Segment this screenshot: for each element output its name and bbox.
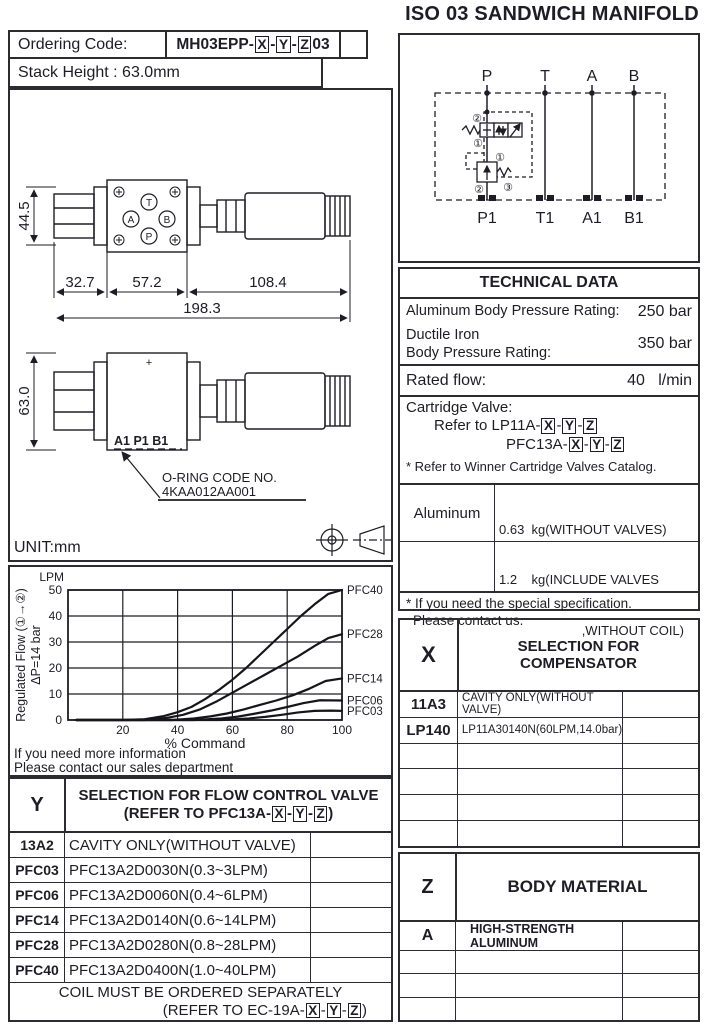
- row-code: [400, 998, 456, 1020]
- aluminum-rating-row: [400, 299, 698, 324]
- aluminum-rating-value: 250 bar: [637, 302, 692, 320]
- oring-note-line2: 4KAA012AA001: [162, 484, 256, 499]
- weight-empty-cell: [495, 542, 698, 591]
- iron-rating-value: 350 bar: [637, 335, 692, 352]
- series-label-PFC40: PFC40: [347, 585, 383, 597]
- table-row: [400, 951, 698, 974]
- table-row: [400, 718, 698, 744]
- x-table-code-header: X: [400, 620, 459, 690]
- dimension-drawing-panel: [8, 88, 393, 562]
- row-description: PFC13A2D0140N(0.6~14LPM): [69, 911, 277, 929]
- page-title: ISO 03 SANDWICH MANIFOLD: [405, 3, 699, 25]
- dim-108-4: 108.4: [249, 274, 287, 291]
- cartridge-valve-section: [400, 397, 698, 485]
- schematic-marker: ③: [503, 182, 513, 194]
- ordering-code-value: MH03EPP- X - Y - Z 03: [167, 32, 341, 57]
- row-code: 13A2: [10, 833, 65, 857]
- row-description: [456, 998, 622, 1020]
- table-row: [10, 833, 391, 858]
- y-table-header: [10, 779, 391, 833]
- iron-rating-label-1: Ductile Iron: [406, 326, 480, 343]
- y-table-title-1: SELECTION FOR FLOW CONTROL VALVE: [78, 787, 379, 804]
- manifold-boundary: [435, 93, 665, 200]
- row-code: A: [400, 922, 456, 950]
- series-PFC28: [76, 634, 342, 720]
- series-PFC14: [76, 678, 342, 720]
- row-description: CAVITY ONLY(WITHOUT VALVE): [462, 692, 594, 717]
- table-row: [10, 858, 391, 883]
- y-table-title-2: (REFER TO PFC13A- X - Y - Z ): [123, 805, 334, 822]
- row-code: LP140: [400, 718, 458, 743]
- table-row: [400, 692, 698, 718]
- unit-label: UNIT:mm: [14, 539, 81, 556]
- row-code: [400, 769, 458, 794]
- chart-y-axis-label: Regulated Flow (①→②) ΔP=14 bar: [14, 588, 43, 722]
- weight-empty-cell: [400, 542, 495, 591]
- rated-flow-row: [400, 366, 698, 397]
- chart-footer-line2: Please contact our sales department: [14, 760, 234, 775]
- row-empty-cell: [622, 744, 698, 769]
- table-row: [400, 922, 698, 951]
- row-empty-cell: [622, 821, 698, 846]
- series-label-PFC03: PFC03: [347, 705, 383, 718]
- row-code: [400, 821, 458, 846]
- row-description: [458, 821, 622, 846]
- table-row: [400, 998, 698, 1020]
- table-row: [10, 933, 391, 958]
- row-description: [458, 769, 622, 794]
- table-row: [400, 974, 698, 997]
- svg-text:10: 10: [48, 687, 62, 701]
- row-empty-cell: [310, 958, 391, 982]
- row-empty-cell: [310, 908, 391, 932]
- row-code: PFC40: [10, 958, 65, 982]
- flow-chart-panel: [8, 565, 393, 777]
- technical-data-title: TECHNICAL DATA: [400, 269, 698, 299]
- front-view: [54, 353, 350, 450]
- table-row: [10, 908, 391, 933]
- dim-198-3: 198.3: [183, 300, 221, 317]
- svg-text:20: 20: [116, 723, 130, 737]
- table-row: [400, 769, 698, 795]
- row-description: PFC13A2D0060N(0.4~6LPM): [69, 886, 268, 904]
- svg-text:20: 20: [48, 661, 62, 675]
- series-label-PFC06: PFC06: [347, 695, 383, 708]
- row-code: [400, 974, 456, 996]
- schematic-marker: ①: [473, 138, 483, 150]
- schematic-top-port: P: [481, 68, 493, 85]
- row-empty-cell: [310, 883, 391, 907]
- row-description: [458, 795, 622, 820]
- z-table-header: [400, 854, 698, 922]
- hydraulic-schematic: [400, 35, 698, 261]
- row-empty-cell: [622, 795, 698, 820]
- row-description: [456, 951, 622, 973]
- chart-footer-line1: If you need more information: [14, 746, 186, 761]
- schematic-bottom-port: P1: [477, 210, 497, 227]
- row-empty-cell: [622, 718, 698, 743]
- table-row: [10, 958, 391, 982]
- svg-text:50: 50: [48, 583, 62, 597]
- schematic-top-port: T: [540, 68, 550, 85]
- port-letter-t: T: [145, 198, 153, 209]
- x-table-title: SELECTION FOR COMPENSATOR: [517, 638, 640, 672]
- schematic-bottom-port: A1: [582, 210, 602, 227]
- row-empty-cell: [622, 692, 698, 717]
- row-code: 11A3: [400, 692, 458, 717]
- row-empty-cell: [310, 858, 391, 882]
- ordering-code-label: Ordering Code:: [10, 32, 167, 57]
- flow-chart: [10, 567, 391, 749]
- ordering-code-box: [8, 30, 368, 59]
- aluminum-rating-label: Aluminum Body Pressure Rating:: [406, 303, 620, 320]
- row-description: PFC13A2D0400N(1.0~40LPM): [69, 961, 277, 979]
- row-code: PFC14: [10, 908, 65, 932]
- row-code: [400, 951, 456, 973]
- row-description: LP11A30140N(60LPM,14.0bar): [461, 724, 623, 737]
- schematic-marker: ②: [472, 113, 482, 125]
- row-empty-cell: [622, 974, 698, 996]
- table-row: [10, 883, 391, 908]
- row-description: [458, 744, 622, 769]
- schematic-bottom-port: B1: [624, 210, 644, 227]
- row-code: [400, 744, 458, 769]
- svg-text:40: 40: [48, 609, 62, 623]
- weight-material: Aluminum: [400, 485, 495, 542]
- row-code: PFC03: [10, 858, 65, 882]
- svg-text:100: 100: [331, 723, 353, 737]
- x-table-header: [400, 620, 698, 692]
- row-empty-cell: [622, 998, 698, 1020]
- ductile-iron-rating-row: [400, 324, 698, 366]
- schematic-top-port: B: [628, 68, 640, 85]
- svg-text:LPM: LPM: [39, 570, 64, 584]
- svg-text:60: 60: [225, 723, 240, 737]
- top-view: [54, 180, 350, 252]
- special-spec-note: * If you need the special specification. Please contact us.: [406, 596, 632, 628]
- center-mark: +: [145, 357, 153, 369]
- z-table-code-header: Z: [400, 854, 457, 920]
- schematic-marker: ①: [495, 152, 505, 164]
- row-code: [400, 795, 458, 820]
- table-row: [400, 744, 698, 770]
- z-selection-table: [398, 852, 700, 1022]
- y-selection-table: [8, 777, 393, 1022]
- y-table-footer: COIL MUST BE ORDERED SEPARATELY (REFER TO EC-19A- X - Y - Z ): [10, 982, 391, 1020]
- compensator-spring-icon: [462, 126, 480, 134]
- svg-text:80: 80: [280, 723, 294, 737]
- hydraulic-schematic-panel: [398, 33, 700, 263]
- dim-63-0: 63.0: [16, 386, 33, 416]
- oring-note-line1: O-RING CODE NO.: [162, 470, 277, 485]
- x-table-rows: [400, 692, 698, 846]
- row-code: PFC06: [10, 883, 65, 907]
- dim-57-2: 57.2: [132, 274, 162, 291]
- z-table-rows: [400, 922, 698, 1020]
- front-port-labels: A1 P1 B1: [114, 434, 169, 448]
- row-description: PFC13A2D0030N(0.3~3LPM): [69, 861, 268, 879]
- svg-text:% Command: % Command: [164, 735, 246, 749]
- iron-rating-label-2: Body Pressure Rating:: [406, 345, 552, 361]
- z-table-title: BODY MATERIAL: [507, 877, 648, 896]
- row-description: [456, 974, 622, 996]
- row-description: CAVITY ONLY(WITHOUT VALVE): [69, 836, 296, 854]
- schematic-top-port: A: [586, 68, 598, 85]
- dim-32-7: 32.7: [65, 274, 95, 291]
- svg-text:30: 30: [48, 635, 62, 649]
- series-label-PFC28: PFC28: [347, 629, 383, 642]
- y-table-code-header: Y: [10, 779, 66, 831]
- port-letter-p: P: [145, 232, 153, 243]
- cartridge-ref-lp11a: Refer to LP11A- X - Y - Z: [406, 417, 692, 435]
- x-selection-table: [398, 618, 700, 848]
- port-letter-a: A: [127, 215, 135, 226]
- table-row: [400, 795, 698, 821]
- dimension-drawing: [10, 90, 391, 560]
- y-table-rows: [10, 833, 391, 982]
- port-letter-b: B: [163, 215, 171, 226]
- svg-text:0: 0: [55, 713, 62, 727]
- cartridge-title: Cartridge Valve:: [406, 399, 513, 416]
- relief-spring-icon: [497, 168, 511, 176]
- series-label-PFC14: PFC14: [347, 673, 383, 686]
- row-code: PFC28: [10, 933, 65, 957]
- rated-flow-label: Rated flow:: [406, 371, 487, 389]
- dim-44-5: 44.5: [16, 201, 33, 231]
- stack-height-box: Stack Height : 63.0mm: [8, 57, 323, 88]
- rated-flow-value: 40 l/min: [627, 371, 692, 389]
- row-empty-cell: [622, 951, 698, 973]
- row-empty-cell: [310, 833, 391, 857]
- catalog-note: * Refer to Winner Cartridge Valves Catalog.: [406, 458, 657, 474]
- row-empty-cell: [622, 769, 698, 794]
- row-description: PFC13A2D0280N(0.8~28LPM): [69, 936, 277, 954]
- row-description: HIGH-STRENGTH ALUMINUM: [470, 922, 575, 950]
- weight-values: 0.63 kg(WITHOUT VALVES) 1.2 kg(INCLUDE VALVES ,WITHOUT COIL): [495, 485, 698, 542]
- technical-data-panel: [398, 267, 700, 639]
- cartridge-ref-pfc13a: PFC13A- X - Y - Z: [406, 436, 692, 454]
- third-angle-projection-icon: [316, 524, 391, 556]
- row-empty-cell: [622, 922, 698, 950]
- schematic-marker: ②: [474, 184, 484, 196]
- svg-text:40: 40: [170, 723, 185, 737]
- schematic-port-lines: [477, 68, 644, 227]
- table-row: [400, 821, 698, 846]
- ordering-code-spacer: [341, 32, 366, 57]
- row-empty-cell: [310, 933, 391, 957]
- schematic-bottom-port: T1: [535, 210, 555, 227]
